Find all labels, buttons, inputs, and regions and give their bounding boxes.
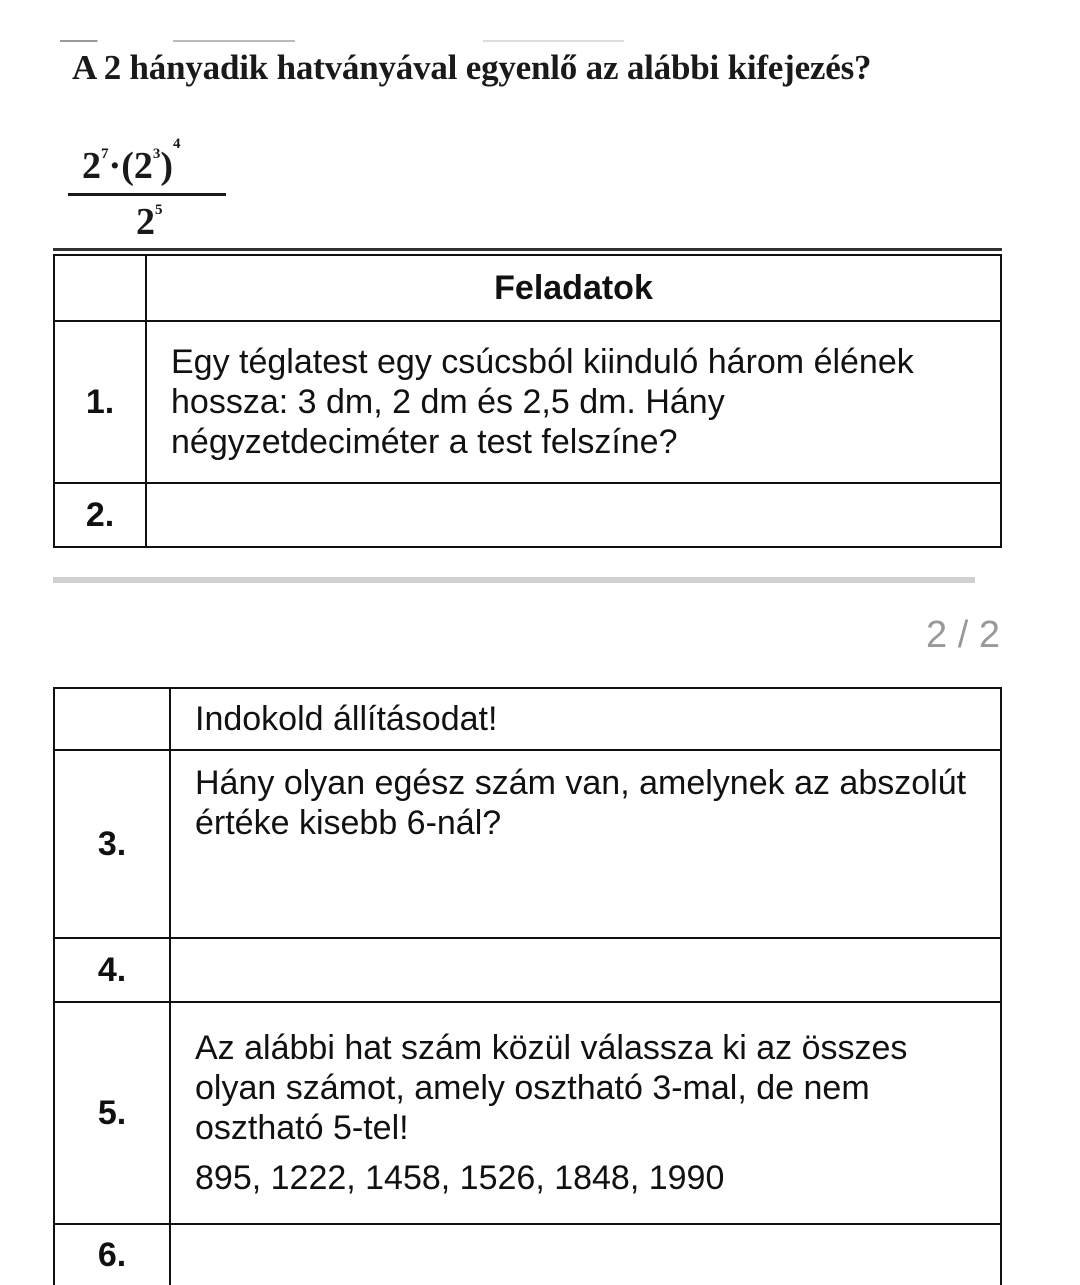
tasks-table-1 [53, 254, 1002, 548]
scan-top-line [60, 40, 1000, 42]
page-divider [53, 577, 975, 583]
task-text: Hány olyan egész szám van, amelynek az abszolút értéke kisebb 6-nál? [170, 750, 1001, 938]
task-number: 5. [54, 1002, 170, 1224]
task-number: 2. [54, 483, 146, 547]
number-list: 895, 1222, 1458, 1526, 1848, 1990 [195, 1159, 725, 1197]
task-text: Az alábbi hat szám közül válassza ki az összes olyan számot, amely osztható 3-mal, de nem osztható 5-tel! [195, 1029, 908, 1147]
task-cell [170, 1002, 1001, 1224]
table-header-row [54, 255, 1001, 321]
task-text [170, 938, 1001, 1002]
task-number: 1. [54, 321, 146, 483]
header-number-cell [54, 255, 146, 321]
task-number: 3. [54, 750, 170, 938]
denominator-exponent: 5 [155, 202, 163, 218]
page-indicator: 2 / 2 [926, 614, 1000, 656]
multiply-dot: · [108, 145, 122, 187]
task-text: Indokold állításodat! [170, 688, 1001, 750]
table-row [54, 1224, 1001, 1285]
inner-exponent: 3 [152, 146, 161, 162]
table-row [54, 1002, 1001, 1224]
task-number [54, 688, 170, 750]
tasks-table-2 [53, 687, 1002, 1285]
table-row [54, 321, 1001, 483]
outer-exponent: 4 [173, 136, 181, 152]
table-header: Feladatok [146, 255, 1001, 321]
inner-base: 2 [133, 145, 153, 187]
question-text: A 2 hányadik hatványával egyenlő az alábbi kifejezés? [72, 48, 872, 87]
table-row [54, 688, 1001, 750]
task-text [146, 483, 1001, 547]
table-row [54, 483, 1001, 547]
task-text: Egy téglatest egy csúcsból kiinduló három élének hossza: 3 dm, 2 dm és 2,5 dm. Hány négyzetdeciméter a test felszíne? [146, 321, 1001, 483]
expression-numerator: $2^7\cdot(2^3)^4$ [82, 136, 181, 187]
task-text [170, 1224, 1001, 1285]
task-number: 6. [54, 1224, 170, 1285]
numerator-exponent: 7 [101, 146, 109, 162]
expression-denominator [136, 200, 163, 244]
fraction-bar [68, 193, 226, 196]
numerator-base: 2 [82, 145, 101, 187]
table-top-edge [53, 248, 1002, 251]
table-row [54, 938, 1001, 1002]
denominator-base: 2 [136, 201, 155, 243]
table-row [54, 750, 1001, 938]
task-number: 4. [54, 938, 170, 1002]
